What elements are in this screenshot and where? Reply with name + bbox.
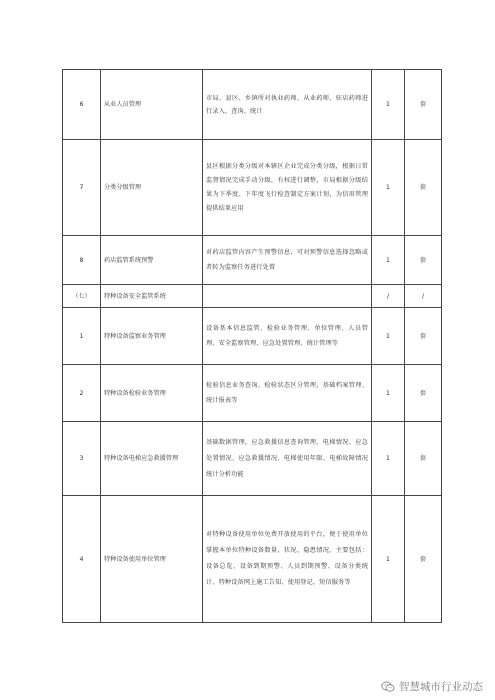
table-row: [63, 70, 442, 140]
row-name: 从业人员管理: [101, 70, 203, 140]
row-name: 特种设备监察业务管理: [101, 308, 203, 365]
row-quantity: 1: [372, 308, 405, 365]
section-row: [63, 285, 442, 308]
row-description: 设备基本信息监管、检验业务管理、单位管理、人员管理、安全监察管理、应急处置管理、统计管理等: [203, 308, 372, 365]
row-description: 基础数据管理，应急救援信息查询管理，电梯情况、应急处置情况、应急救援情况、电梯使用年限、电梯故障情况统计分析功能: [203, 422, 372, 496]
table-row: [63, 140, 442, 236]
row-number: 1: [63, 308, 101, 365]
row-quantity: 1: [372, 496, 405, 623]
row-description: 市局、县区、乡镇所对执业药师、从业药师、驻店药师进行录入、查询、统计: [203, 70, 372, 140]
row-quantity: 1: [372, 70, 405, 140]
table-row: [63, 308, 442, 365]
row-name: 特种设备电梯应急救援管理: [101, 422, 203, 496]
watermark: [381, 679, 483, 694]
row-unit: /: [405, 285, 442, 308]
section-number: （七）: [63, 285, 101, 308]
row-unit: 套: [405, 140, 442, 236]
table-row: [63, 365, 442, 422]
row-unit: 套: [405, 308, 442, 365]
row-quantity: /: [372, 285, 405, 308]
row-number: 7: [63, 140, 101, 236]
row-description: 对特种设备使用单位免费开放使用的平台，便于使用单位掌握本单位特种设备数量、状况、隐患情况。主要包括：设备总览、设备到期预警、人员到期预警、设备分类统计、特种设备网上施工告知、使用登记、短信服务等: [203, 496, 372, 623]
row-name: 分类分级管理: [101, 140, 203, 236]
row-number: 8: [63, 236, 101, 285]
row-unit: 套: [405, 70, 442, 140]
row-quantity: 1: [372, 236, 405, 285]
row-number: 6: [63, 70, 101, 140]
section-title: 特种设备安全监管系统: [101, 285, 203, 308]
row-name: 药店监管系统预警: [101, 236, 203, 285]
row-description: 对药店监管内容产生预警信息，可对预警信息选择忽略或者转为监察任务进行处置: [203, 236, 372, 285]
row-name: 特种设备检验业务管理: [101, 365, 203, 422]
row-quantity: 1: [372, 140, 405, 236]
row-unit: 套: [405, 365, 442, 422]
watermark-text: 智慧城市行业动态: [399, 681, 483, 693]
table-row: [63, 496, 442, 623]
row-number: 3: [63, 422, 101, 496]
spec-table: [62, 69, 442, 623]
wechat-icon: [381, 681, 395, 693]
row-description: [203, 285, 372, 308]
row-quantity: 1: [372, 365, 405, 422]
row-description: 县区根据分类分级对本辖区企业完成分类分级，根据日常监督情况完成手动分级，有权进行调整，市局根据分级结果为下季度、下年度飞行检查制定方案计划，为信用管理提供结果应用: [203, 140, 372, 236]
row-unit: 套: [405, 236, 442, 285]
table-row: [63, 422, 442, 496]
row-unit: 套: [405, 422, 442, 496]
row-name: 特种设备使用单位管理: [101, 496, 203, 623]
row-quantity: 1: [372, 422, 405, 496]
row-unit: 套: [405, 496, 442, 623]
table-row: [63, 236, 442, 285]
row-number: 4: [63, 496, 101, 623]
row-number: 2: [63, 365, 101, 422]
row-description: 检验信息业务查询、检验状态区分管理，基础档案管理、统计报表等: [203, 365, 372, 422]
